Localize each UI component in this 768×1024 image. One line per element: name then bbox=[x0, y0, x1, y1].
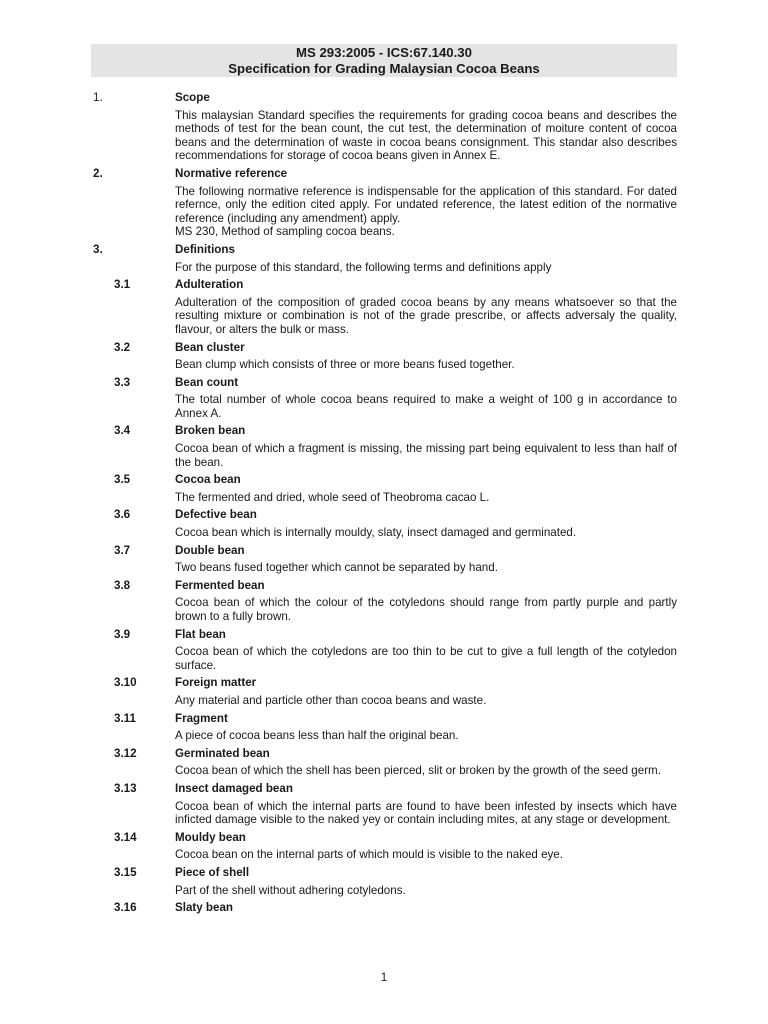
definition-number: 3.9 bbox=[114, 627, 131, 641]
definition-number: 3.5 bbox=[114, 473, 131, 487]
definition-text: Any material and particle other than cocoa beans and waste. bbox=[175, 693, 487, 707]
definition-entry bbox=[93, 508, 677, 522]
section-number: 2. bbox=[93, 166, 103, 180]
section-title: Scope bbox=[175, 91, 210, 104]
definition-entry bbox=[93, 473, 677, 487]
section-title: Definitions bbox=[175, 242, 235, 256]
page-number: 1 bbox=[380, 971, 388, 984]
definition-entry bbox=[93, 866, 677, 880]
definition-number: 3.15 bbox=[114, 865, 137, 879]
definition-term: Mouldy bean bbox=[175, 830, 246, 844]
definition-entry bbox=[93, 544, 677, 558]
definition-term: Bean count bbox=[175, 375, 239, 389]
definition-number: 3.12 bbox=[114, 746, 137, 760]
definition-number: 3.14 bbox=[114, 830, 137, 844]
definition-term: Double bean bbox=[175, 543, 245, 557]
definition-text: A piece of cocoa beans less than half the original bean. bbox=[175, 729, 459, 743]
definition-entry bbox=[93, 712, 677, 726]
definition-entry bbox=[93, 901, 677, 915]
definition-entry bbox=[93, 676, 677, 690]
section-paragraph: This malaysian Standard specifies the requirements for grading cocoa beans and describes the methods of test for the bean count, the cut test, the determination of moiture content of cocoa beans and the determination of waste in cocoa beans consignment. This standar also describes recommendations for storage of cocoa beans given in Annex E. bbox=[175, 108, 677, 163]
definition-term: Flat bean bbox=[175, 627, 226, 641]
definition-number: 3.8 bbox=[114, 578, 131, 592]
definition-term: Broken bean bbox=[175, 424, 246, 438]
definition-term: Fragment bbox=[175, 711, 228, 725]
section-paragraph: The following normative reference is indispensable for the application of this standard. For dated refernce, only the edition cited apply. For undated reference, the latest edition of the normative reference (including any amendment) apply. bbox=[175, 184, 677, 225]
definition-text: Cocoa bean of which the shell has been pierced, slit or broken by the growth of the seed germ. bbox=[175, 764, 661, 778]
definition-text: Adulteration of the composition of graded cocoa beans by any means whatsoever so that the resulting mixture or combination is not of the grade prescribe, or affects adversaly the quality, flavour, or alters the bulk or mass. bbox=[175, 295, 677, 336]
definition-number: 3.2 bbox=[114, 340, 131, 354]
definition-term: Foreign matter bbox=[175, 676, 257, 690]
section-paragraph: MS 230, Method of sampling cocoa beans. bbox=[175, 225, 395, 239]
definition-term: Defective bean bbox=[175, 508, 257, 522]
definition-number: 3.11 bbox=[114, 711, 136, 725]
definition-term: Insect damaged bean bbox=[175, 781, 293, 795]
section-title: Normative reference bbox=[175, 166, 288, 180]
definition-text: Cocoa bean of which a fragment is missing, the missing part being equivalent to less than half of the bean. bbox=[175, 442, 677, 469]
section-normative-reference bbox=[93, 167, 677, 181]
definition-text: Cocoa bean of which the cotyledons are too thin to be cut to give a full length of the cotyledon surface. bbox=[175, 645, 677, 672]
definition-term: Cocoa bean bbox=[175, 473, 241, 487]
definition-number: 3.10 bbox=[114, 676, 137, 690]
definition-number: 3.7 bbox=[114, 543, 131, 557]
section-scope bbox=[93, 91, 677, 105]
definition-text: Cocoa bean on the internal parts of which mould is visible to the naked eye. bbox=[175, 848, 563, 862]
definition-text: Part of the shell without adhering cotyledons. bbox=[175, 883, 406, 897]
document-header bbox=[91, 44, 677, 77]
definitions-list bbox=[93, 274, 677, 915]
definition-entry bbox=[93, 831, 677, 845]
definition-entry bbox=[93, 341, 677, 355]
definition-number: 3.6 bbox=[114, 508, 131, 522]
definition-entry bbox=[93, 579, 677, 593]
definition-text: Bean clump which consists of three or more beans fused together. bbox=[175, 358, 515, 372]
definition-entry bbox=[93, 278, 677, 292]
definition-text: Cocoa bean which is internally mouldy, slaty, insect damaged and germinated. bbox=[175, 526, 577, 540]
definition-text: Cocoa bean of which the internal parts are found to have been infested by insects which have inficted damage visible to the naked yey or contain including mites, at any stage or development. bbox=[175, 799, 677, 827]
definition-text: The fermented and dried, whole seed of Theobroma cacao L. bbox=[175, 490, 490, 504]
definition-term: Adulteration bbox=[175, 278, 244, 292]
definition-entry bbox=[93, 376, 677, 390]
document-body bbox=[93, 91, 677, 915]
definition-entry bbox=[93, 628, 677, 642]
section-paragraph: For the purpose of this standard, the following terms and definitions apply bbox=[175, 260, 552, 274]
section-number: 1. bbox=[93, 91, 103, 104]
definition-term: Slaty bean bbox=[175, 901, 233, 915]
definition-number: 3.16 bbox=[114, 901, 137, 915]
definition-number: 3.3 bbox=[114, 375, 131, 389]
definition-entry bbox=[93, 782, 677, 796]
definition-text: Cocoa bean of which the colour of the cotyledons should range from partly purple and partly brown to a fully brown. bbox=[175, 596, 677, 623]
definition-term: Fermented bean bbox=[175, 578, 265, 592]
definition-term: Germinated bean bbox=[175, 746, 270, 760]
definition-entry bbox=[93, 424, 677, 438]
definition-number: 3.4 bbox=[114, 424, 131, 438]
definition-term: Piece of shell bbox=[175, 865, 250, 879]
standard-title: Specification for Grading Malaysian Cocoa Beans bbox=[228, 61, 540, 76]
definition-number: 3.13 bbox=[114, 781, 137, 795]
standard-code: MS 293:2005 - ICS:67.140.30 bbox=[296, 45, 472, 60]
definition-entry bbox=[93, 747, 677, 761]
definition-text: Two beans fused together which cannot be separated by hand. bbox=[175, 561, 498, 575]
definition-term: Bean cluster bbox=[175, 340, 245, 354]
section-number: 3. bbox=[93, 242, 103, 256]
definition-text: The total number of whole cocoa beans required to make a weight of 100 g in accordance to Annex A. bbox=[175, 393, 677, 420]
section-definitions bbox=[93, 243, 677, 257]
definition-number: 3.1 bbox=[114, 278, 131, 292]
